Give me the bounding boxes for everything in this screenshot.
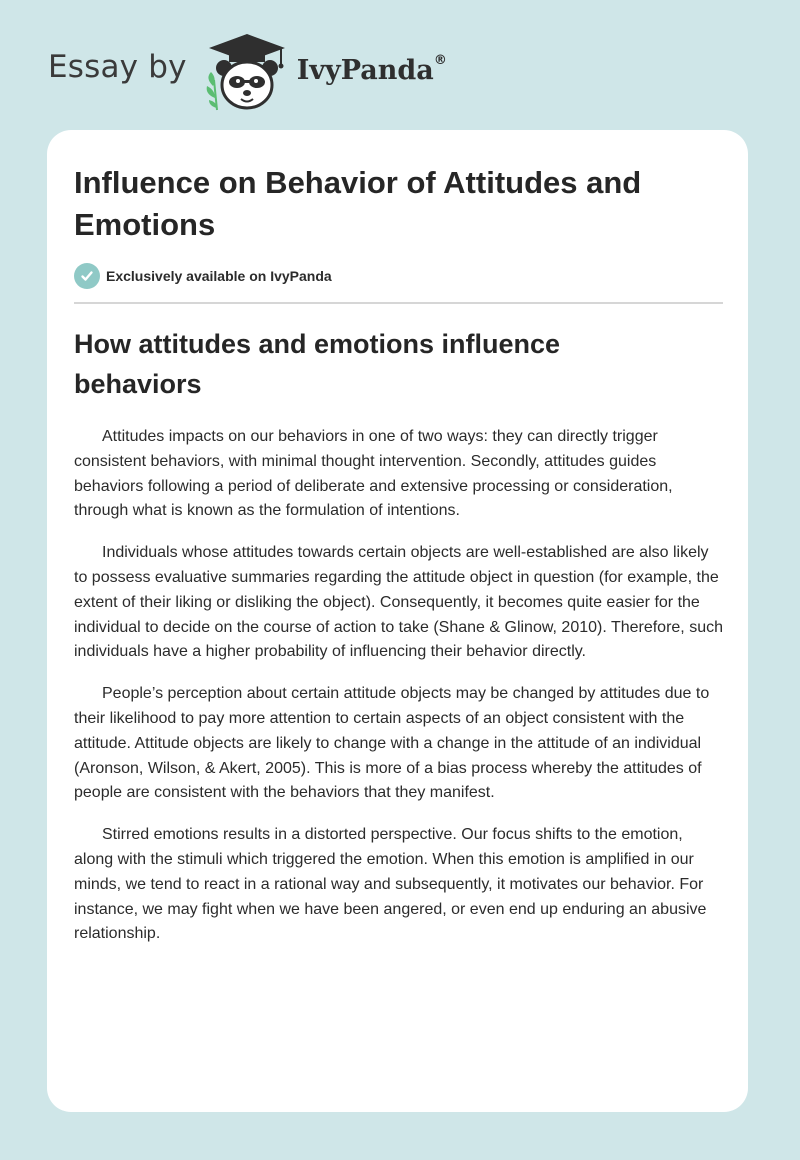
paragraph: Stirred emotions results in a distorted perspective. Our focus shifts to the emotion, along with the stimuli which triggered the emotion. When this emotion is amplified in our minds, we tend to react in a rational way and subsequently, it motivates our behavior. For instance, we may fight when we have been angered, or even end up enduring an abusive relationship.	[74, 826, 707, 943]
essay-title: Influence on Behavior of Attitudes and Emotions	[74, 165, 642, 242]
exclusive-badge	[74, 263, 332, 289]
check-circle-icon	[74, 263, 100, 289]
essay-card	[47, 130, 748, 1112]
section-heading: How attitudes and emotions influence behaviors	[74, 329, 561, 399]
brand-name[interactable]	[296, 52, 447, 86]
brand-text: IvyPanda	[296, 54, 434, 86]
essay-by-label: Essay by	[48, 49, 187, 85]
registered-mark: ®	[433, 52, 447, 68]
essay-body	[74, 425, 723, 964]
divider	[74, 302, 723, 304]
site-header	[48, 30, 447, 114]
paragraph: People’s perception about certain attitude objects may be changed by attitudes due to their likelihood to pay more attention to certain aspects of an object consistent with the attitude. Attitude objects are likely to change with a change in the attitude of an individual (Aronson, Wilson, & Akert, 2005). This is more of a bias process whereby the attitudes of people are consistent with the behaviors that they manifest.	[74, 685, 710, 802]
paragraph: Attitudes impacts on our behaviors in one of two ways: they can directly trigger consistent behaviors, with minimal thought intervention. Secondly, attitudes guides behaviors following a period of deliberate and extensive processing or consideration, through what is known as the formulation of intentions.	[74, 428, 673, 520]
exclusive-label: Exclusively available on IvyPanda	[106, 268, 332, 284]
panda-logo-icon[interactable]	[203, 30, 291, 114]
paragraph: Individuals whose attitudes towards certain objects are well-established are also likely to possess evaluative summaries regarding the attitude object in question (for example, the extent of their liking or disliking the object). Consequently, it becomes quite easier for the individual to decide on the course of action to take (Shane & Glinow, 2010). Therefore, such individuals have a higher probability of influencing their behavior directly.	[74, 544, 723, 661]
